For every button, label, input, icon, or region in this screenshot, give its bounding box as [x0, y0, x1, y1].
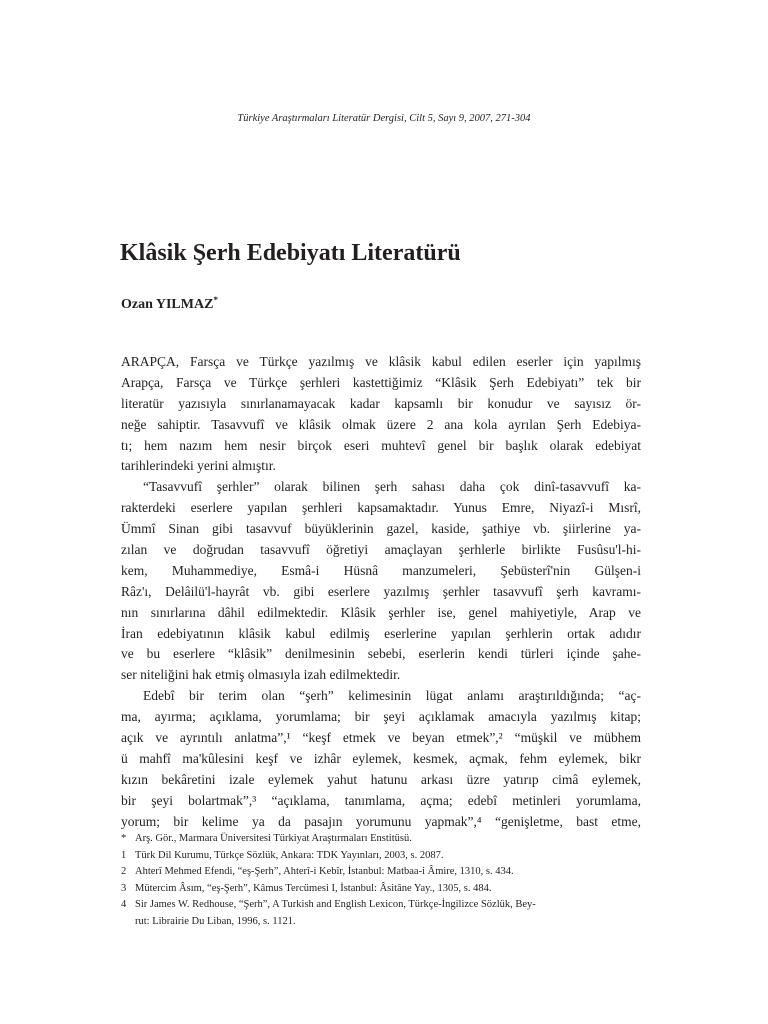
author-footnote-mark: *	[213, 295, 218, 305]
footnote-item	[121, 897, 641, 914]
text-line: rakterdeki eserlere yapılan şerhleri kapsamaktadır. Yunus Emre, Niyazî-i Mısrî,	[121, 500, 641, 516]
text-line: yorum; bir kelime ya da pasajın yorumunu yapmak”,⁴ “genişletme, bast etme,	[121, 813, 641, 829]
text-line: ve bu eserlere “klâsik” denilmesinin sebebi, eserlerin kendi türleri içinde şahe-	[121, 646, 641, 662]
footnote-item	[121, 881, 641, 898]
text-line: tı; hem nazım hem nesir birçok eseri muhtevî genel bir başlık olarak edebiyat	[121, 437, 641, 453]
paragraph-2	[121, 477, 641, 686]
text-line: ü mahfî ma'kûlesini keşf ve izhâr eylemek, kesmek, açmak, fehm eylemek, bikr	[121, 750, 641, 766]
footnote-mark: *	[121, 833, 127, 844]
text-line: kızın bekâretini izale eylemek yahut hatunu arkası üzre yatırıp cimâ eylemek,	[121, 771, 641, 787]
footnote-text: Mütercim Âsım, “eş-Şerh”, Kâmus Tercümesi I, İstanbul: Âsitâne Yay., 1305, s. 484.	[135, 882, 492, 894]
footnote-mark: 3	[121, 882, 127, 894]
footnote-text: Türk Dil Kurumu, Türkçe Sözlük, Ankara: TDK Yayınları, 2003, s. 2087.	[135, 849, 444, 861]
text-line: literatür yazısıyla sınırlanamayacak kadar kapsamlı bir konudur ve sayısız ör-	[121, 395, 641, 411]
text-line: ARAPÇA, Farsça ve Türkçe yazılmış ve klâsik kabul edilen eserler için yapılmış	[121, 354, 641, 369]
text-line: açık ve ayrıntılı anlatma”,¹ “keşf etmek ve beyan etmek”,² “müşkil ve mübhem	[121, 730, 641, 746]
text-line: neğe sahiptir. Tasavvufî ve klâsik olmak üzere 2 ana kola ayrılan Şerh Edebiya-	[121, 416, 641, 432]
article-title: Klâsik Şerh Edebiyatı Literatürü	[120, 240, 461, 266]
footnote-item	[121, 848, 641, 865]
paragraph-3	[121, 686, 641, 832]
text-line: zılan ve doğrudan tasavvufî öğretiyi amaçlayan şerhlerle birlikte Fusûsu'l-hi-	[121, 542, 641, 558]
footnote-item	[121, 831, 641, 848]
text-line: ser niteliğini hak etmiş olmasıyla izah edilmektedir.	[121, 667, 401, 683]
text-line: nın sınırlarına dâhil edilmektedir. Klâsik şerhler ise, genel mahiyetiyle, Arap ve	[121, 604, 641, 620]
footnote-text: rut: Librairie Du Liban, 1996, s. 1121.	[135, 915, 296, 927]
author-name: Ozan YILMAZ	[121, 297, 214, 312]
text-line: kem, Muhammediye, Esmâ-i Hüsnâ manzumeleri, Şebüsterî'nin Gülşen-i	[121, 562, 641, 578]
paragraph-1	[121, 352, 641, 477]
text-line: “Tasavvufî şerhler” olarak bilinen şerh sahası daha çok dinî-tasavvufî ka-	[143, 479, 641, 495]
text-line: bir şeyi bolartmak”,³ “açıklama, tanımlama, açma; edebî metinleri yorumlama,	[121, 792, 641, 808]
text-line: Ümmî Sinan gibi tasavvuf büyüklerinin gazel, kaside, şathiye vb. şiirlerine ya-	[121, 521, 641, 537]
text-line: Edebî bir terim olan “şerh” kelimesinin lügat anlamı araştırıldığında; “aç-	[143, 688, 641, 704]
text-line: ma, ayırma; açıklama, yorumlama; bir şeyi açıklamak amacıyla yazılmış kitap;	[121, 709, 641, 725]
footnote-text: Sir James W. Redhouse, “Şerh”, A Turkish and English Lexicon, Türkçe-İngilizce Sözlük, Bey-	[135, 899, 536, 910]
text-line: tarihlerindeki yerini almıştır.	[121, 458, 276, 474]
footnote-text: Arş. Gör., Marmara Üniversitesi Türkiyat Araştırmaları Enstitüsü.	[135, 833, 412, 844]
text-line: Arapça, Farsça ve Türkçe şerhleri kastettiğimiz “Klâsik Şerh Edebiyatı” tek bir	[121, 374, 641, 390]
text-line: Râz'ı, Delâilü'l-hayrât vb. gibi eserlere yazılmış şerhler tasavvufî şerh kavramı-	[121, 583, 641, 599]
footnote-mark: 4	[121, 899, 127, 910]
journal-header: Türkiye Araştırmaları Literatür Dergisi, Cilt 5, Sayı 9, 2007, 271-304	[237, 113, 531, 124]
footnote-item-continued	[121, 914, 641, 931]
body-text	[121, 352, 641, 832]
footnote-mark: 2	[121, 866, 127, 877]
footnote-item	[121, 864, 641, 881]
text-line: İran edebiyatının klâsik kabul edilmiş eserlerine yapılan şerhlerin ortak adıdır	[121, 625, 641, 641]
footnote-text: Ahterî Mehmed Efendi, “eş-Şerh”, Ahterî-i Kebîr, İstanbul: Matbaa-i Âmire, 1310, s. 434.	[135, 866, 514, 877]
footnote-mark: 1	[121, 849, 127, 861]
author-line	[121, 297, 218, 313]
footnotes	[121, 831, 641, 930]
